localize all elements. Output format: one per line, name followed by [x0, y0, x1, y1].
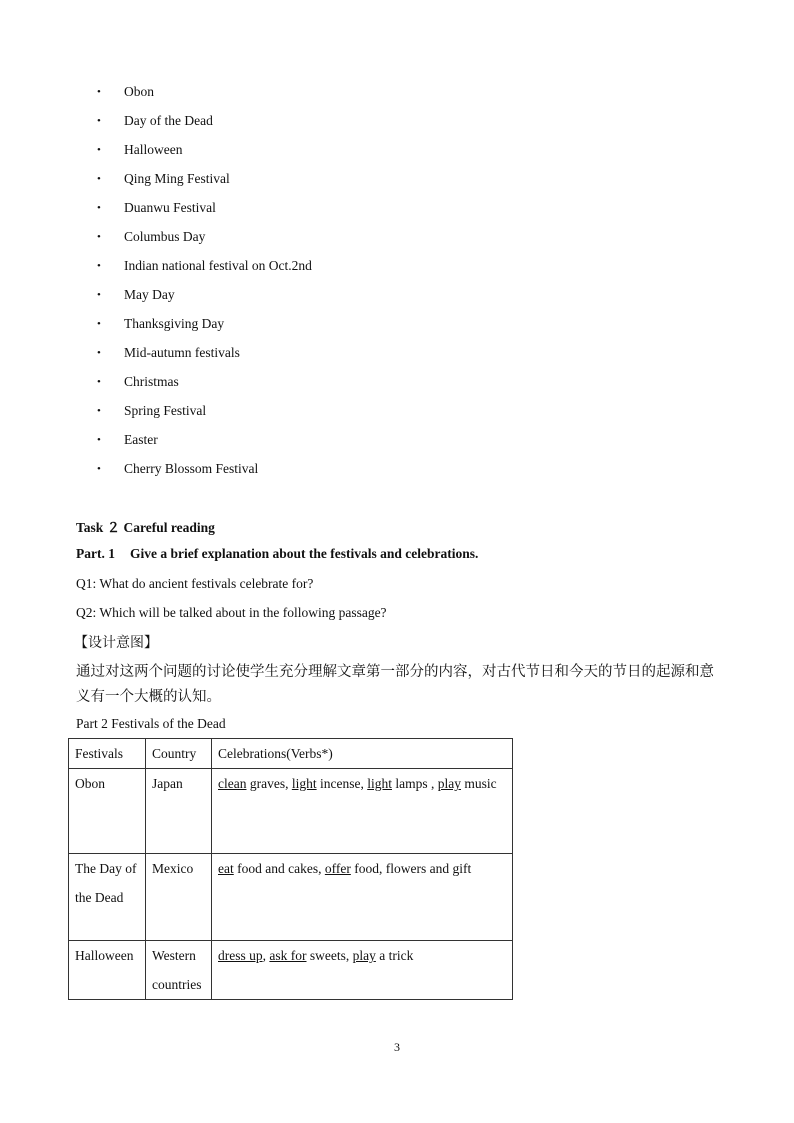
- header-festivals: Festivals: [69, 739, 146, 769]
- page-number: 3: [394, 1040, 400, 1054]
- verb-object: incense,: [316, 776, 368, 791]
- list-item: [0, 427, 794, 456]
- table-row: [69, 941, 513, 1000]
- list-item-label: Qing Ming Festival: [124, 171, 230, 186]
- list-item: [0, 224, 794, 253]
- cell-festival: Halloween: [69, 941, 146, 1000]
- verb: eat: [218, 861, 234, 876]
- bullet-icon: •: [97, 144, 101, 156]
- header-country: Country: [146, 739, 212, 769]
- cell-country: Mexico: [146, 854, 212, 941]
- list-item-label: Spring Festival: [124, 403, 207, 418]
- list-item-label: Columbus Day: [124, 229, 206, 244]
- verb-object: food, flowers and gift: [350, 861, 472, 876]
- cell-celebrations: [212, 941, 513, 1000]
- table-header-row: [69, 739, 513, 769]
- cell-festival: Obon: [69, 769, 146, 854]
- cell-country: Western countries: [146, 941, 212, 1000]
- verb-object: music: [460, 776, 497, 791]
- cell-celebrations: [212, 769, 513, 854]
- verb: ask for: [269, 948, 307, 963]
- verb: offer: [324, 861, 351, 876]
- list-item: [0, 166, 794, 195]
- bullet-icon: •: [97, 260, 101, 272]
- list-item: [0, 456, 794, 485]
- list-item-label: Duanwu Festival: [124, 200, 216, 215]
- bullet-icon: •: [97, 115, 101, 127]
- list-item-label: Indian national festival on Oct.2nd: [124, 258, 312, 273]
- list-item-label: Thanksgiving Day: [124, 316, 225, 331]
- list-item: [0, 137, 794, 166]
- cell-celebrations: [212, 854, 513, 941]
- verb: play: [352, 948, 376, 963]
- design-intent-label: 【设计意图】: [74, 635, 158, 651]
- list-item-label: Cherry Blossom Festival: [124, 461, 259, 476]
- list-item-label: Day of the Dead: [124, 113, 213, 128]
- question-1: Q1: What do ancient festivals celebrate for?: [76, 576, 314, 591]
- bullet-icon: •: [97, 463, 101, 475]
- part2-title: Part 2 Festivals of the Dead: [76, 716, 226, 731]
- part1-instruction: Give a brief explanation about the festivals and celebrations.: [130, 546, 479, 561]
- festivals-table: [68, 738, 513, 1000]
- question-2: Q2: Which will be talked about in the following passage?: [76, 605, 387, 620]
- list-item: [0, 311, 794, 340]
- festival-bullet-list: [0, 79, 794, 485]
- list-item-label: Easter: [124, 432, 158, 447]
- list-item: [0, 108, 794, 137]
- bullet-icon: •: [97, 434, 101, 446]
- header-celebrations: Celebrations(Verbs*): [212, 739, 513, 769]
- verb-object: a trick: [375, 948, 414, 963]
- bullet-icon: •: [97, 173, 101, 185]
- list-item-label: May Day: [124, 287, 175, 302]
- bullet-icon: •: [97, 231, 101, 243]
- table-row: [69, 769, 513, 854]
- design-intent-text: 通过对这两个问题的讨论使学生充分理解文章第一部分的内容，对古代节日和今天的节日的起源和意义有一个大概的认知。: [76, 664, 714, 705]
- verb: light: [291, 776, 317, 791]
- bullet-icon: •: [97, 202, 101, 214]
- cell-festival: The Day of the Dead: [69, 854, 146, 941]
- cell-country: Japan: [146, 769, 212, 854]
- bullet-icon: •: [97, 318, 101, 330]
- verb-object: graves,: [246, 776, 292, 791]
- verb: play: [437, 776, 461, 791]
- list-item: [0, 369, 794, 398]
- bullet-icon: •: [97, 86, 101, 98]
- verb: clean: [218, 776, 247, 791]
- table-row: [69, 854, 513, 941]
- verb-object: lamps ,: [391, 776, 438, 791]
- part1-heading: [76, 546, 478, 562]
- verb: dress up: [218, 948, 263, 963]
- list-item: [0, 340, 794, 369]
- verb: light: [367, 776, 392, 791]
- list-item-label: Christmas: [124, 374, 179, 389]
- verb-object: sweets,: [306, 948, 353, 963]
- verb-object: food and cakes,: [233, 861, 325, 876]
- bullet-icon: •: [97, 289, 101, 301]
- list-item: [0, 398, 794, 427]
- part1-label: Part. 1: [76, 546, 115, 561]
- bullet-icon: •: [97, 405, 101, 417]
- list-item: [0, 253, 794, 282]
- list-item-label: Halloween: [124, 142, 183, 157]
- list-item: [0, 79, 794, 108]
- bullet-icon: •: [97, 376, 101, 388]
- list-item: [0, 282, 794, 311]
- task-heading: Task ２ Careful reading: [76, 520, 215, 535]
- verb-object: ,: [262, 948, 270, 963]
- list-item: [0, 195, 794, 224]
- bullet-icon: •: [97, 347, 101, 359]
- list-item-label: Mid-autumn festivals: [124, 345, 240, 360]
- list-item-label: Obon: [124, 84, 154, 99]
